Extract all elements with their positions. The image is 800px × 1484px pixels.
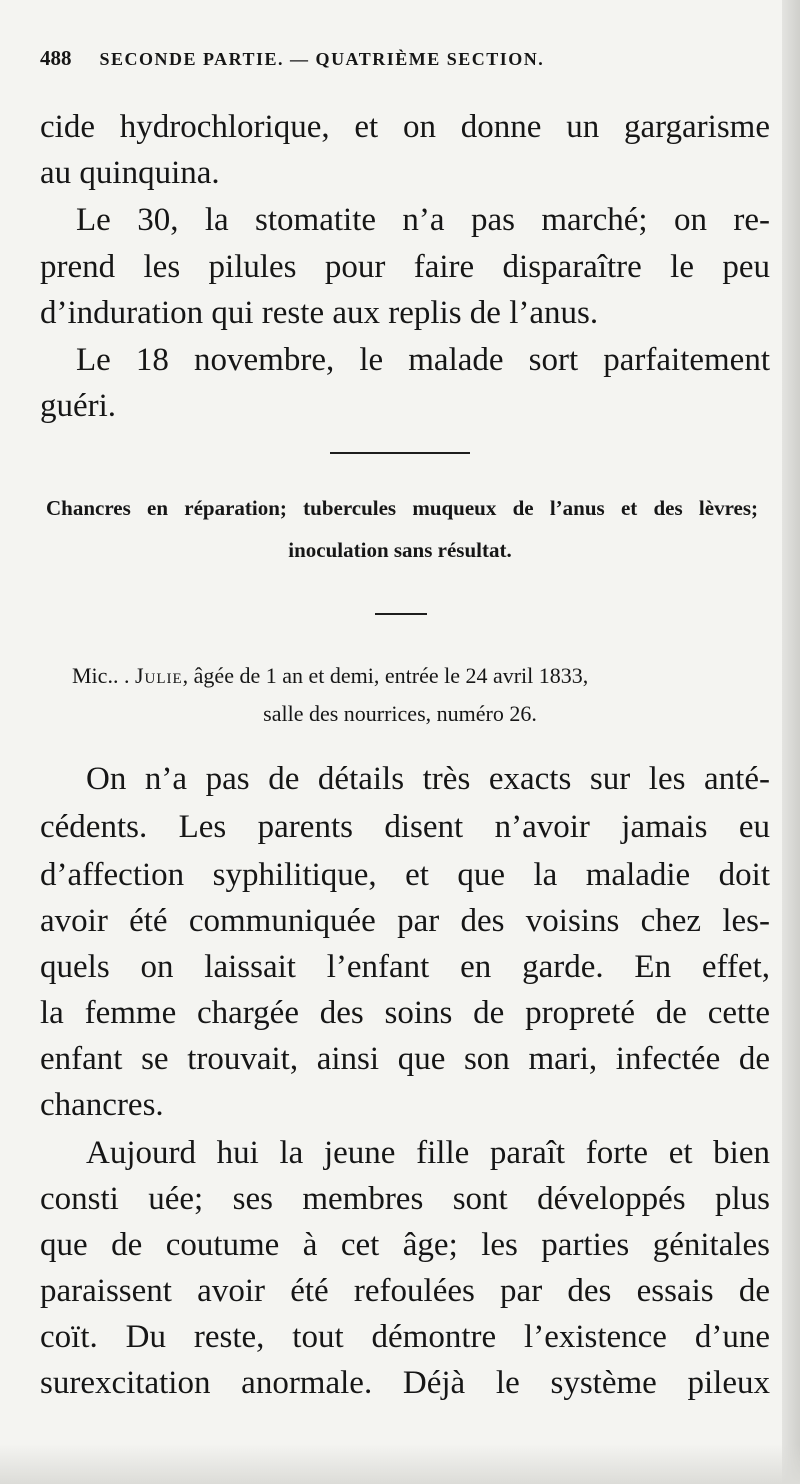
- body-line: paraissent avoir été refoulées par des essais de: [40, 1273, 770, 1309]
- body-line: enfant se trouvait, ainsi que son mari, infectée de: [40, 1041, 770, 1077]
- case-title-line: Chancres en réparation; tubercules muqueux de l’anus et des lèvres;: [46, 496, 758, 520]
- body-line: d’affection syphilitique, et que la maladie doit: [40, 857, 770, 893]
- body-line: chancres.: [40, 1087, 164, 1123]
- body-line: Le 18 novembre, le malade sort parfaitement: [76, 342, 770, 378]
- body-line: cide hydrochlorique, et on donne un gargarisme: [40, 109, 770, 145]
- page-number: 488: [40, 46, 72, 70]
- body-line: d’induration qui reste aux replis de l’anus.: [40, 295, 599, 331]
- body-line: prend les pilules pour faire disparaître le peu: [40, 249, 770, 285]
- running-title: SECONDE PARTIE. — QUATRIÈME SECTION.: [99, 49, 545, 69]
- patient-ward-line: salle des nourrices, numéro 26.: [263, 701, 537, 726]
- patient-name-prefix: Mic.. .: [72, 663, 135, 688]
- case-title-line: inoculation sans résultat.: [288, 538, 512, 562]
- body-line: cédents. Les parents disent n’avoir jamais eu: [40, 809, 770, 845]
- patient-name: Julie: [134, 663, 183, 688]
- body-line: coït. Du reste, tout démontre l’existence d’une: [40, 1319, 770, 1355]
- body-line: au quinquina.: [40, 155, 220, 191]
- patient-details: , âgée de 1 an et demi, entrée le 24 avril 1833,: [182, 663, 589, 688]
- section-rule: [330, 452, 470, 454]
- body-line: On n’a pas de détails très exacts sur les anté-: [86, 761, 770, 797]
- body-line: Le 30, la stomatite n’a pas marché; on re-: [76, 202, 770, 238]
- body-line: la femme chargée des soins de propreté de cette: [40, 995, 770, 1031]
- patient-line: [72, 662, 742, 690]
- body-line: quels on laissait l’enfant en garde. En effet,: [40, 949, 770, 985]
- body-line: surexcitation anormale. Déjà le système pileux: [40, 1365, 770, 1401]
- body-line: consti uée; ses membres sont développés plus: [40, 1181, 770, 1217]
- running-header: [40, 46, 680, 71]
- short-dash: [375, 613, 427, 615]
- body-line: avoir été communiquée par des voisins chez les-: [40, 903, 770, 939]
- body-line: que de coutume à cet âge; les parties génitales: [40, 1227, 770, 1263]
- body-line: guéri.: [40, 388, 117, 424]
- page-edge-shadow: [782, 0, 800, 1484]
- page-bottom-shadow: [0, 1444, 800, 1484]
- body-line: Aujourd hui la jeune fille paraît forte et bien: [86, 1135, 770, 1171]
